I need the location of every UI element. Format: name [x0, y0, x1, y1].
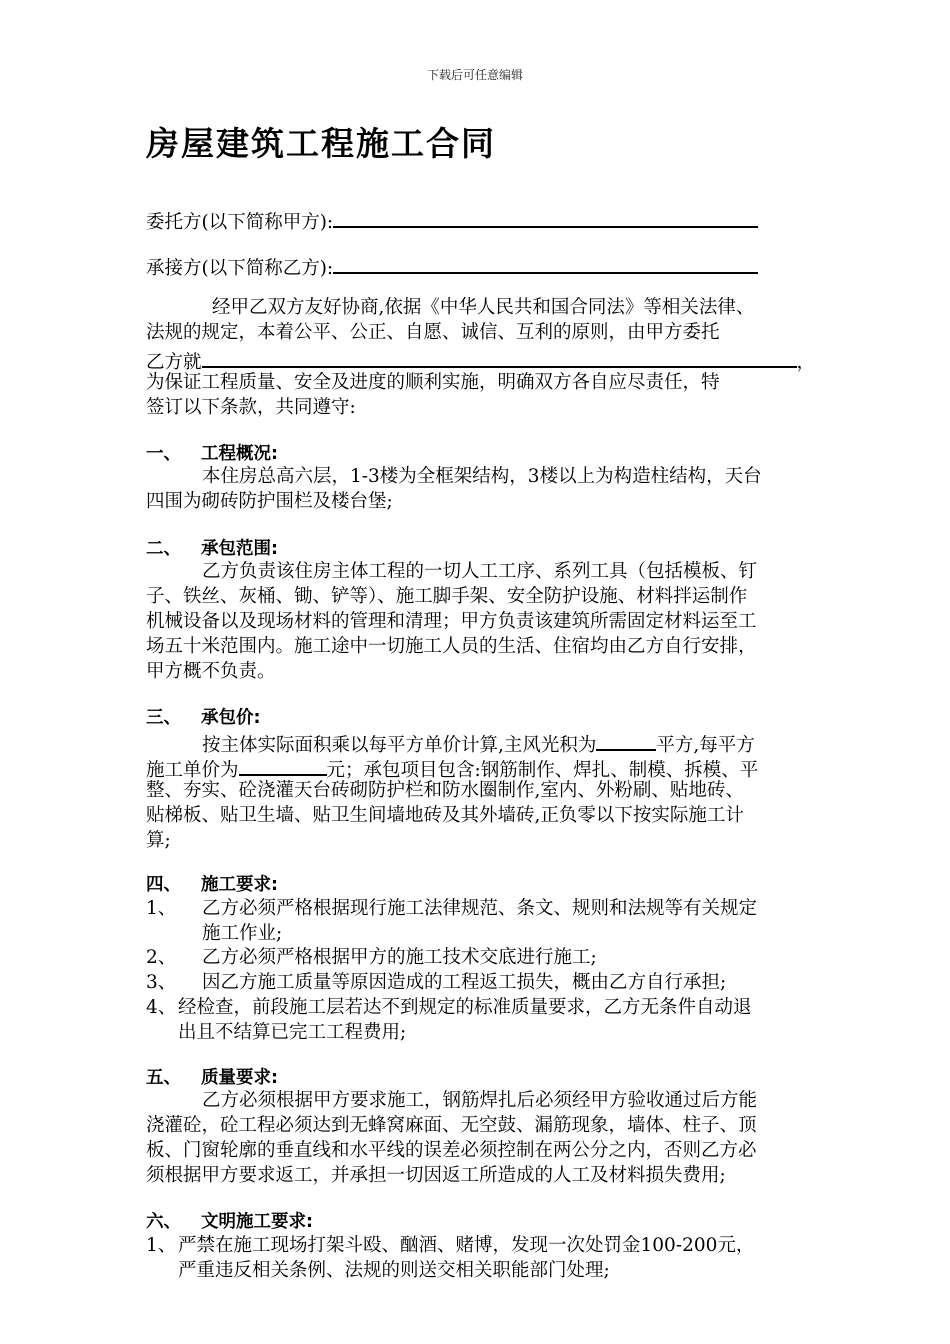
section-3-title: 承包价:: [201, 708, 261, 728]
section-4-item-4-cont: 出且不结算已完工工程费用;: [178, 1022, 407, 1043]
section-3-heading: [146, 706, 261, 730]
section-4-item-1-cont: 施工作业;: [202, 923, 283, 944]
section-1-line-1: 本住房总高六层，1-3楼为全框架结构，3楼以上为构造柱结构，天台: [202, 466, 762, 487]
section-5-title: 质量要求:: [201, 1068, 278, 1088]
section-1-heading: [146, 442, 278, 466]
section-1-title: 工程概况:: [201, 444, 278, 464]
section-4-item-2-number: 2、: [146, 947, 177, 968]
section-2-line-4: 场五十米范围内。施工途中一切施工人员的生活、住宿均由乙方自行安排，: [146, 636, 757, 657]
project-name-blank[interactable]: [202, 346, 797, 368]
section-5-line-2: 浇灌砼，砼工程必须达到无蜂窝麻面、无空鼓、漏筋现象，墙体、柱子、顶: [146, 1115, 757, 1136]
section-1-number: 一、: [146, 444, 181, 464]
party-a-label: 委托方(以下简称甲方):: [146, 212, 334, 233]
section-5-line-3: 板、门窗轮廓的垂直线和水平线的误差必须控制在两公分之内，否则乙方必: [146, 1140, 757, 1161]
section-2-title: 承包范围:: [201, 539, 278, 559]
document-title: 房屋建筑工程施工合同: [146, 124, 496, 163]
intro-line-3-prefix: 乙方就: [146, 352, 202, 373]
intro-line-5: 签订以下条款，共同遵守:: [146, 397, 356, 418]
section-2-line-2: 子、铁丝、灰桶、锄、铲等）、施工脚手架、安全防护设施、材料拌运制作: [146, 586, 748, 607]
section-6-title: 文明施工要求:: [201, 1212, 313, 1232]
section-5-line-1: 乙方必须根据甲方要求施工，钢筋焊扎后必须经甲方验收通过后方能: [202, 1090, 758, 1111]
intro-line-3-suffix: ，: [796, 352, 816, 373]
unit-price-blank[interactable]: [239, 754, 327, 776]
section-4-number: 四、: [146, 875, 181, 895]
section-4-item-3-number: 3、: [146, 972, 177, 993]
section-4-heading: [146, 873, 278, 897]
intro-line-2: 法规的规定，本着公平、公正、自愿、诚信、互利的原则，由甲方委托: [146, 322, 720, 343]
section-3-line-4: 贴梯板、贴卫生墙、贴卫生间墙地砖及其外墙砖,正负零以下按实际施工计: [146, 805, 744, 826]
area-blank[interactable]: [596, 729, 656, 751]
section-4-item-4-text: 经检查，前段施工层若达不到规定的标准质量要求，乙方无条件自动退: [178, 997, 752, 1018]
section-2-heading: [146, 537, 278, 561]
section-3-line-1-b: 平方,每平方: [656, 735, 755, 756]
party-b-blank[interactable]: [333, 252, 758, 274]
section-5-line-4: 须根据甲方要求返工，并承担一切因返工所造成的人工及材料损失费用;: [146, 1165, 726, 1186]
section-6-heading: [146, 1210, 313, 1234]
header-note: 下载后可任意编辑: [426, 68, 523, 82]
section-2-line-3: 机械设备以及现场材料的管理和清理；甲方负责该建筑所需固定材料运至工: [146, 611, 757, 632]
section-3-line-5: 算;: [146, 830, 171, 851]
party-a-blank[interactable]: [333, 206, 758, 228]
party-a-line: [146, 206, 758, 235]
section-3-line-2-a: 施工单价为: [146, 760, 239, 781]
party-b-line: [146, 252, 758, 281]
section-5-heading: [146, 1066, 278, 1090]
intro-line-4: 为保证工程质量、安全及进度的顺利实施，明确双方各自应尽责任，特: [146, 372, 720, 393]
section-4-title: 施工要求:: [201, 875, 278, 895]
section-4-item-3-text: 因乙方施工质量等原因造成的工程返工损失，概由乙方自行承担;: [202, 972, 727, 993]
section-4-item-4-number: 4、: [146, 997, 177, 1018]
section-2-line-5: 甲方概不负责。: [146, 661, 276, 682]
section-6-item-1-cont: 严重违反相关条例、法规的则送交相关职能部门处理;: [178, 1260, 610, 1281]
section-5-number: 五、: [146, 1068, 181, 1088]
section-3-line-3: 整、夯实、砼浇灌天台砖砌防护栏和防水圈制作,室内、外粉刷、贴地砖、: [146, 780, 744, 801]
section-2-line-1: 乙方负责该住房主体工程的一切人工工序、系列工具（包括模板、钉: [202, 561, 758, 582]
intro-line-1: 经甲乙双方友好协商,依据《中华人民共和国合同法》等相关法律、: [212, 297, 755, 318]
section-3-number: 三、: [146, 708, 181, 728]
section-6-number: 六、: [146, 1212, 181, 1232]
section-6-item-1-number: 1、: [146, 1235, 177, 1256]
party-b-label: 承接方(以下简称乙方):: [146, 258, 334, 279]
section-4-item-1-number: 1、: [146, 898, 177, 919]
section-4-item-2-text: 乙方必须严格根据甲方的施工技术交底进行施工;: [202, 947, 597, 968]
section-3-line-2-b: 元；承包项目包含:钢筋制作、焊扎、制模、拆模、平: [326, 760, 759, 781]
section-1-line-2: 四围为砌砖防护围栏及楼台堡;: [146, 491, 393, 512]
section-3-line-1-a: 按主体实际面积乘以每平方单价计算,主风光积为: [202, 735, 597, 756]
section-2-number: 二、: [146, 539, 181, 559]
section-6-item-1-text: 严禁在施工现场打架斗殴、酗酒、赌博，发现一次处罚金100-200元，: [178, 1235, 755, 1256]
section-4-item-1-text: 乙方必须严格根据现行施工法律规范、条文、规则和法规等有关规定: [202, 898, 758, 919]
